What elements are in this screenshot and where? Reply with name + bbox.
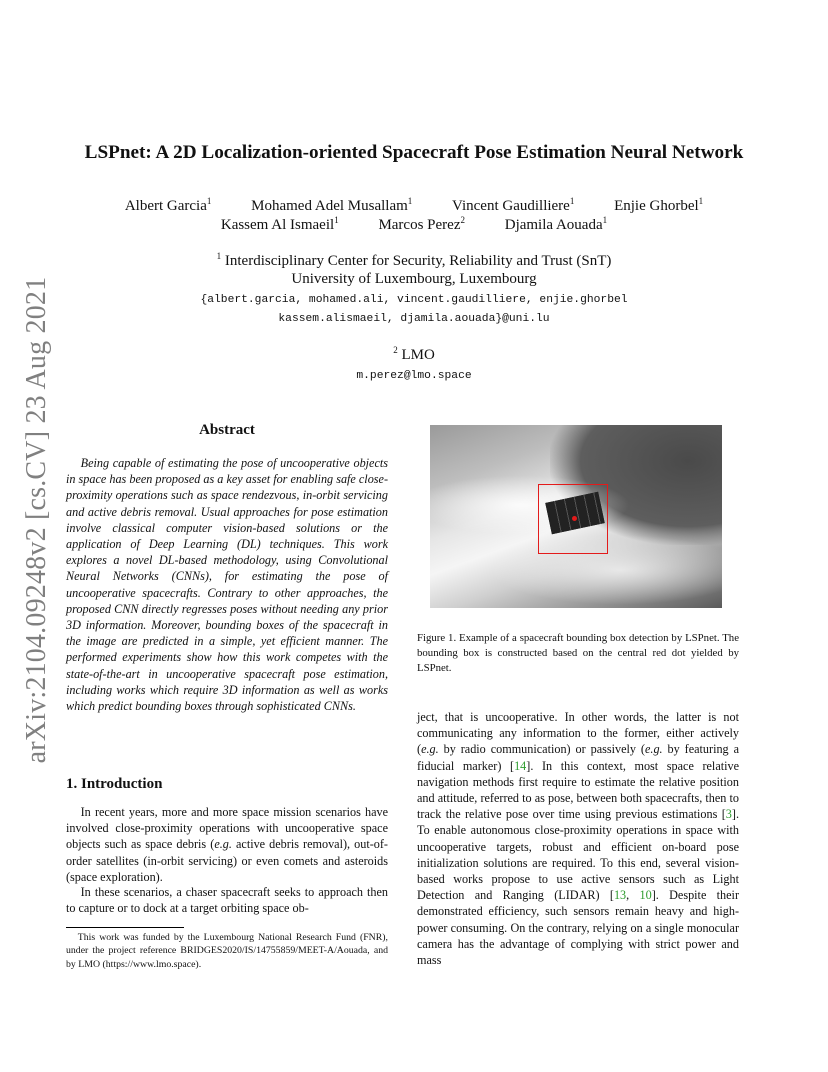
citation-link[interactable]: 3 [725, 807, 732, 822]
author: Marcos Perez$^2$ [378, 215, 465, 233]
column-2-paragraph: ject, that is uncooperative. In other words, the latter is not communicating any information to the former, either actively (e.g. by radio communication) or passively (e.g. by featuring a fiducial marker) [14]. In this context, most space relative navigation methods first require to estimate the relative position and attitude, referred to as pose, between both spacecrafts, then to track the relative pose over time using previous estimations [3]. To enable autonomous close-proximity operations in space with uncooperative targets, robust and efficient on-board pose initialization solutions are required. To this end, several vision-based works propose to use active sensors such as Light Detection and Ranging (LIDAR) [13, 10]. Despite their demonstrated efficiency, such sensors remain heavy and high-power consuming. On the contrary, relying on a single monocular camera has the advantage of complying with strict power and mass [417, 710, 740, 968]
author-list-row-1 [80, 196, 748, 215]
affiliation-1-university: University of Luxembourg, Luxembourg [291, 271, 537, 287]
abstract-heading: Abstract [199, 422, 255, 438]
citation-link[interactable]: 10 [639, 888, 652, 903]
footnote-divider [66, 927, 184, 928]
center-red-dot [572, 516, 577, 521]
author: Djamila Aouada$^1$ [504, 215, 608, 233]
figure-caption: Figure 1. Example of a spacecraft bounding box detection by LSPnet. The bounding box is constructed based on the central red dot yielded by LSPnet. [417, 632, 739, 675]
author: Kassem Al Ismaeil$^1$ [220, 215, 339, 233]
affiliation-2-email: m.perez@lmo.space [356, 370, 472, 382]
introduction-paragraph-2: In these scenarios, a chaser spacecraft seeks to approach then to capture or to dock at a target orbiting space ob- [66, 885, 388, 916]
section-heading-introduction: 1. Introduction [66, 776, 163, 792]
paper-title: LSPnet: A 2D Localization-oriented Spacecraft Pose Estimation Neural Network [84, 142, 744, 163]
affiliation-1-emails-line-2: kassem.alismaeil, djamila.aouada}@uni.lu [278, 313, 550, 325]
affiliation-2-name: $^2$ LMO [393, 345, 435, 363]
introduction-paragraph-1: In recent years, more and more space mission scenarios have involved close-proximity operations with uncooperative space objects such as space debris (e.g. active debris removal), out-of-order satellites (in-orbit servicing) or even comets and asteroids (space exploration). [66, 805, 388, 884]
figure-spacecraft-image [430, 425, 722, 608]
author: Albert Garcia$^1$ [124, 196, 212, 214]
arxiv-identifier: arXiv:2104.09248v2 [cs.CV] 23 Aug 2021 [21, 276, 52, 764]
author: Mohamed Adel Musallam$^1$ [251, 196, 413, 214]
affiliation-1-institute: $^1$ Interdisciplinary Center for Security, Reliability and Trust (SnT) [216, 251, 612, 269]
funding-footnote: This work was funded by the Luxembourg National Research Fund (FNR), under the project reference BRIDGES2020/IS/14755859/MEET-A/Aouada, and by LMO (https://www.lmo.space). [66, 932, 388, 970]
citation-link[interactable]: 13 [613, 888, 627, 903]
author-list-row-2 [80, 215, 748, 234]
citation-link[interactable]: 14 [514, 758, 527, 773]
author: Vincent Gaudilliere$^1$ [452, 196, 575, 214]
author: Enjie Ghorbel$^1$ [614, 196, 704, 214]
abstract-text: Being capable of estimating the pose of uncooperative objects in space has been proposed as a key asset for enabling safe close-proximity operations such as space rendezvous, in-orbit servicing and active debris removal. Usual approaches for pose estimation involve classical computer vision-based solutions or the application of Deep Learning (DL) techniques. This work explores a novel DL-based methodology, using Convolutional Neural Networks (CNNs), for estimating the pose of uncooperative spacecrafts. Contrary to other approaches, the proposed CNN directly regresses poses without needing any prior 3D information. Moreover, bounding boxes of the spacecraft in the image are predicted in a simple, yet efficient manner. The performed experiments show how this work competes with the state-of-the-art in uncooperative spacecraft pose estimation, including works which require 3D information as well as works which predict bounding boxes through sophisticated CNNs. [66, 456, 388, 714]
affiliation-1-emails-line-1: {albert.garcia, mohamed.ali, vincent.gaudilliere, enjie.ghorbel [200, 294, 628, 306]
